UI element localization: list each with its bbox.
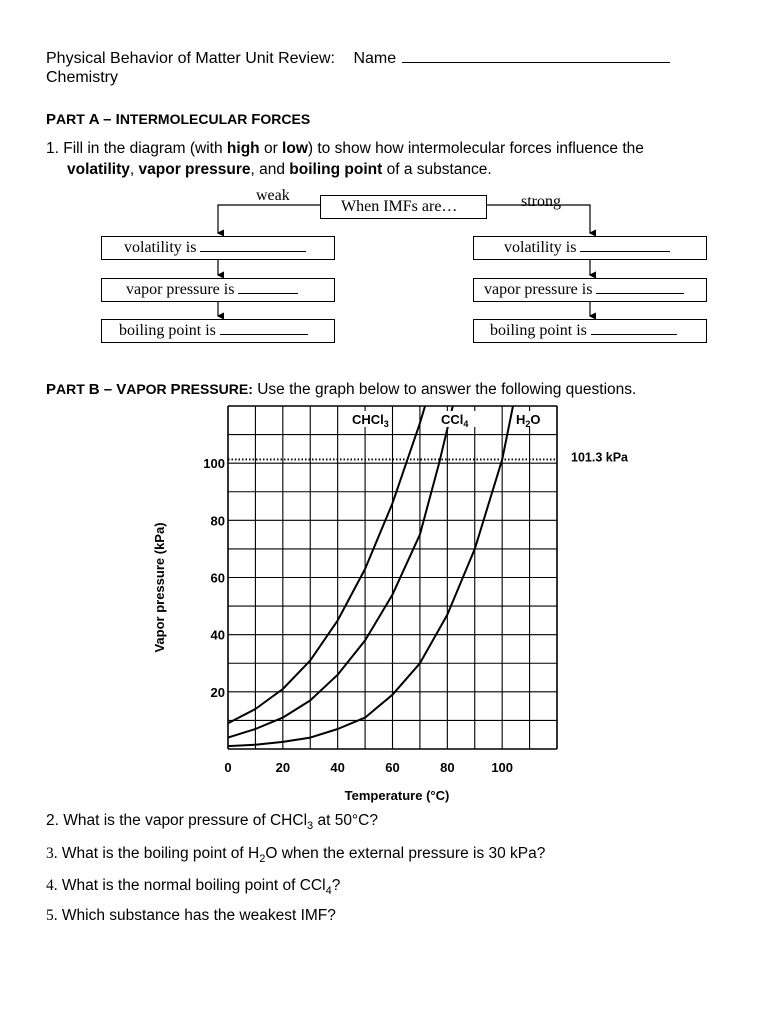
part-b-heading: PART B – VAPOR PRESSURE: Use the graph below to answer the following questions.: [46, 381, 637, 398]
x-tick-label: 0: [224, 760, 232, 775]
left-vapor-pressure-box: vapor pressure is: [101, 278, 335, 302]
worksheet-subject: Chemistry: [46, 69, 119, 86]
series-group: [228, 372, 545, 746]
reference-line-label: 101.3 kPa: [571, 450, 628, 465]
strong-label: strong: [521, 193, 561, 210]
question-1: 1. Fill in the diagram (with high or low) to show how intermolecular forces influence the: [46, 140, 644, 157]
x-axis-label: Temperature (°C): [344, 788, 450, 803]
y-tick-label: 80: [210, 513, 225, 529]
x-tick-label: 100: [491, 760, 514, 775]
weak-label: weak: [256, 187, 290, 204]
question-2: 2. What is the vapor pressure of CHCl$_3$ at 50°C?: [46, 812, 378, 833]
y-tick-label: 100: [203, 456, 225, 472]
tick-labels: [203, 456, 513, 775]
y-axis-label: Vapor pressure (kPa): [152, 522, 167, 653]
question-4: 4. What is the normal boiling point of CCl$_4$?: [46, 877, 341, 898]
x-tick-label: 60: [385, 760, 400, 775]
series-line-2: [228, 392, 516, 746]
y-tick-label: 60: [210, 570, 225, 586]
question-3: 3. What is the boiling point of $H_2O$ when the external pressure is 30 kPa?: [46, 845, 546, 866]
question-1-line2: volatility, vapor pressure, and boiling point of a substance.: [67, 161, 492, 178]
part-a-heading: PART A – INTERMOLECULAR FORCES: [46, 111, 311, 128]
series-line-1: [228, 372, 461, 738]
y-tick-label: 20: [210, 684, 225, 700]
left-boiling-point-box: boiling point is: [101, 319, 335, 343]
series-line-0: [228, 377, 434, 723]
x-tick-label: 20: [275, 760, 291, 775]
right-vapor-pressure-box: vapor pressure is: [473, 278, 707, 302]
reference-line-group: [228, 450, 629, 464]
right-boiling-point-box: boiling point is: [473, 319, 707, 343]
left-volatility-box: volatility is: [101, 236, 335, 260]
imf-center-box: When IMFs are…: [320, 195, 487, 219]
series-label-1: CCl$_4$: [441, 412, 469, 429]
x-tick-label: 80: [440, 760, 455, 775]
worksheet-title: Physical Behavior of Matter Unit Review: Name: [46, 48, 670, 68]
question-5: 5. Which substance has the weakest IMF?: [46, 907, 336, 924]
x-tick-label: 40: [330, 760, 345, 775]
y-tick-label: 40: [210, 627, 225, 643]
chart-grid: [228, 406, 557, 749]
name-label: Name: [353, 50, 397, 67]
series-label-2: $H_2O$: [516, 412, 541, 429]
right-volatility-box: volatility is: [473, 236, 707, 260]
series-label-0: CHCl$_3$: [352, 412, 389, 429]
